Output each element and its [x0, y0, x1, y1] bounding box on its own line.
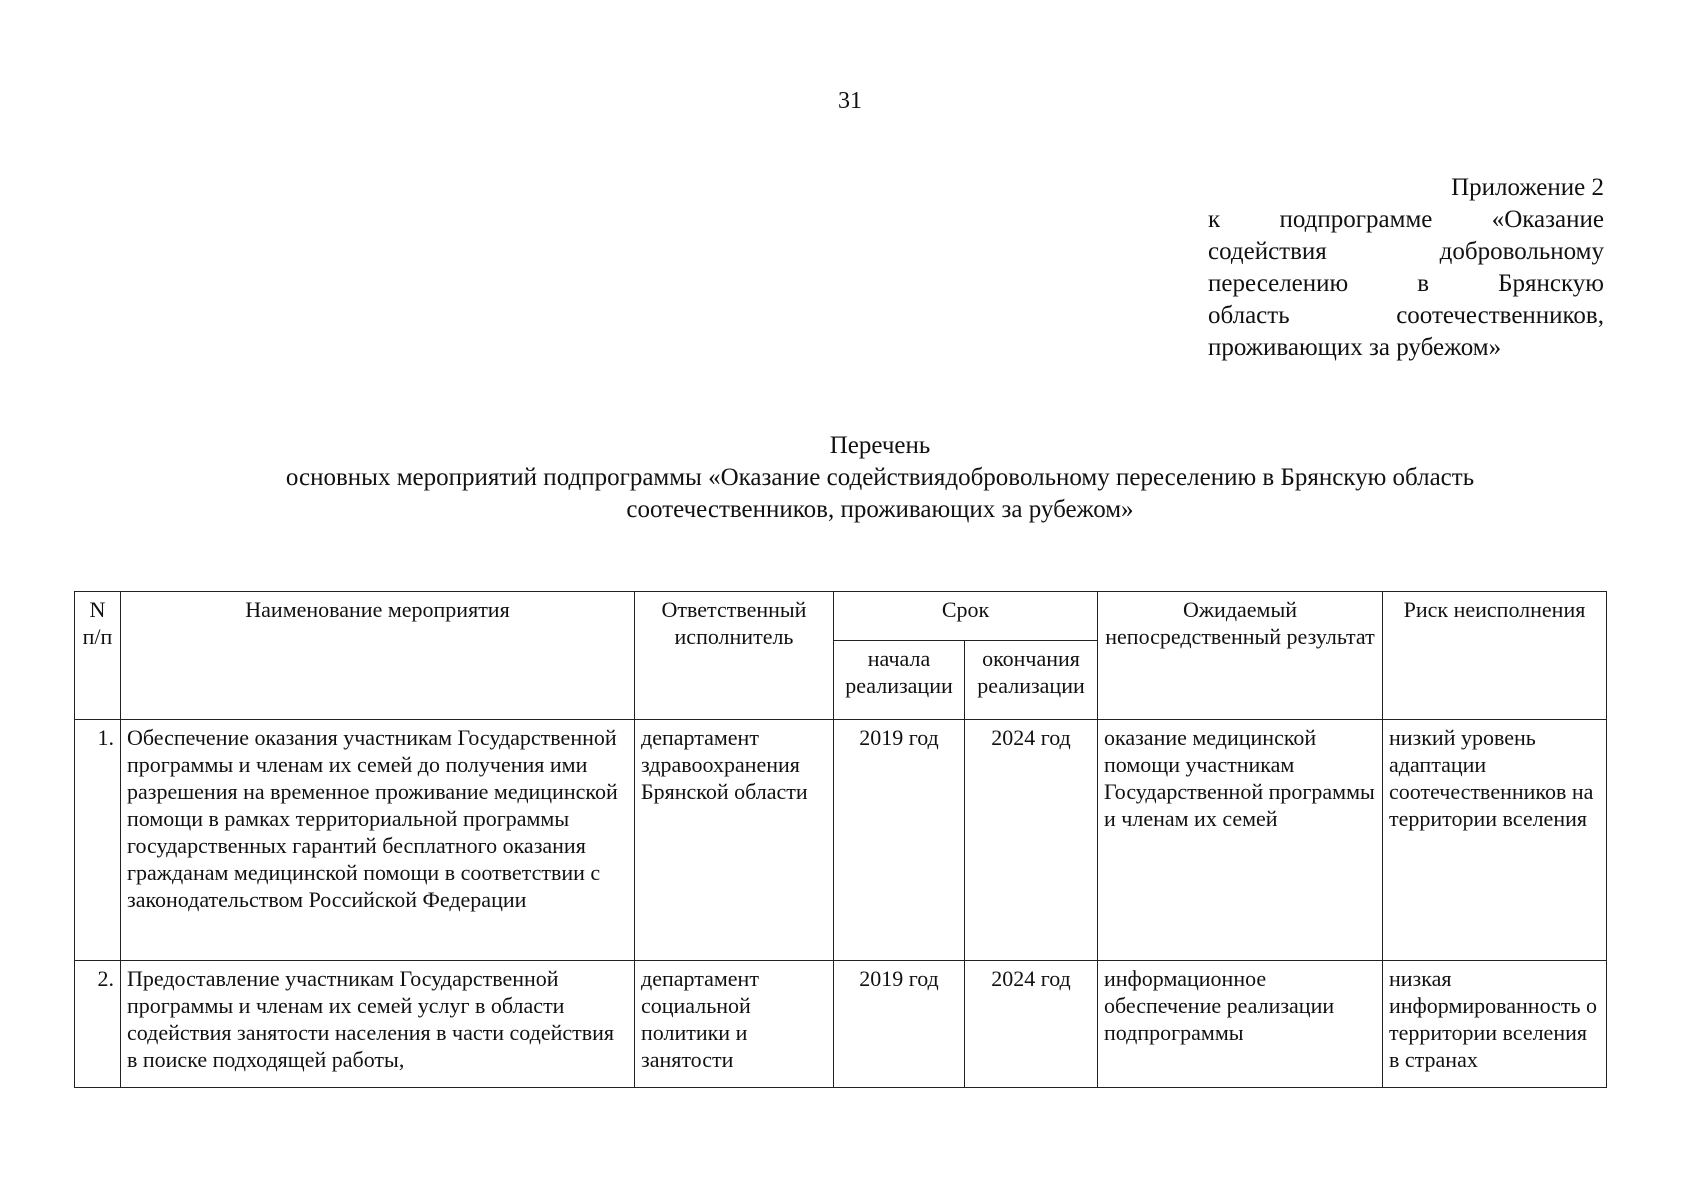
- appendix-line-2: [1208, 204, 1604, 236]
- appendix-word: в: [1417, 270, 1430, 297]
- cell-risk: низкая информированность о территории вселения в странах: [1383, 961, 1607, 1088]
- cell-num: 2.: [75, 961, 121, 1088]
- cell-start: 2019 год: [834, 961, 965, 1088]
- appendix-line-4: [1208, 268, 1604, 300]
- appendix-word: область: [1208, 302, 1290, 329]
- header-period: Срок: [834, 592, 1098, 641]
- cell-start: 2019 год: [834, 720, 965, 961]
- table-row: [75, 961, 1607, 1088]
- cell-executor: департамент социальной политики и занятости: [635, 961, 834, 1088]
- cell-result: оказание медицинской помощи участникам Государственной программы и членам их семей: [1098, 720, 1383, 961]
- appendix-word: содействия: [1208, 238, 1327, 265]
- appendix-line-5: [1208, 300, 1604, 332]
- appendix-line-3: [1208, 236, 1604, 268]
- appendix-word: к: [1208, 206, 1221, 233]
- page-number: 31: [838, 88, 862, 114]
- appendix-word: переселению: [1208, 270, 1349, 297]
- cell-num: 1.: [75, 720, 121, 961]
- appendix-word: подпрограмме: [1279, 206, 1433, 233]
- cell-name: Обеспечение оказания участникам Государственной программы и членам их семей до получения ими разрешения на временное проживание медицинской помощи в рамках территориальной программы государственных гарантий бесплатного оказания гражданам медицинской помощи в соответствии с законодательством Российской Федерации: [121, 720, 635, 961]
- document-title-line-1: Перечень: [829, 432, 931, 459]
- header-start: начала реализации: [834, 641, 965, 720]
- header-executor: Ответственный исполнитель: [635, 592, 834, 720]
- document-title-line-2: основных мероприятий подпрограммы «Оказание содействиядобровольному переселению в Брянскую область: [285, 464, 1475, 491]
- document-title: [140, 430, 1620, 526]
- cell-risk: низкий уровень адаптации соотечественников на территории вселения: [1383, 720, 1607, 961]
- cell-executor: департамент здравоохранения Брянской области: [635, 720, 834, 961]
- appendix-word: добровольному: [1439, 238, 1604, 265]
- appendix-word: соотечественников,: [1396, 302, 1604, 329]
- header-result: Ожидаемый непосредственный результат: [1098, 592, 1383, 720]
- cell-end: 2024 год: [965, 720, 1098, 961]
- header-risk: Риск неисполнения: [1383, 592, 1607, 720]
- table-row: [75, 720, 1607, 961]
- appendix-word: Брянскую: [1498, 270, 1604, 297]
- document-title-line-3: соотечественников, проживающих за рубежом»: [626, 496, 1134, 523]
- appendix-word: «Оказание: [1491, 206, 1604, 233]
- header-end: окончания реализации: [965, 641, 1098, 720]
- cell-result: информационное обеспечение реализации подпрограммы: [1098, 961, 1383, 1088]
- cell-end: 2024 год: [965, 961, 1098, 1088]
- header-num: N п/п: [75, 592, 121, 720]
- appendix-block: [1208, 172, 1604, 364]
- cell-name: Предоставление участникам Государственной программы и членам их семей услуг в области содействия занятости населения в части содействия в поиске подходящей работы,: [121, 961, 635, 1088]
- table-header-row: [75, 592, 1607, 641]
- appendix-line-6: проживающих за рубежом»: [1208, 334, 1502, 361]
- header-name: Наименование мероприятия: [121, 592, 635, 720]
- measures-table: [74, 591, 1607, 1088]
- appendix-title: Приложение 2: [1451, 174, 1604, 201]
